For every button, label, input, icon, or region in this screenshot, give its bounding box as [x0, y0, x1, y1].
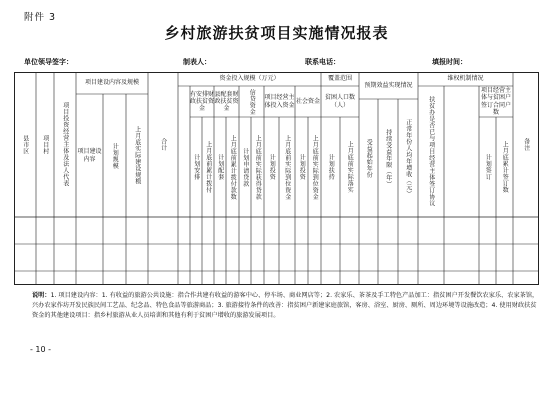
col-month-invest: 上月底前实际到位资金 — [283, 134, 291, 200]
notes-text: 1. 项目建设内容：1. 有收益的旅游公共设施：指合作共建有收益的游客中心、停车场、商业网店等；2. 农家乐、茶茶及手工特色产品加工：指贫困户开发餐饮农家乐、农家茶馆，兴办农家作坊开发民族民间工艺品、纪念品、特色食品等旅游商品；3. 旅游接待条件的改善：指贫困户新建家庭旅馆，客房、浴室、厨房、厕所、周边环境等设施改造；4. 使用财政扶贫资金的其他建设项目：指乡村旅游从业人员培训和其他有利于贫困户增收的旅游发展项目。 — [32, 292, 539, 320]
page-number: - 10 - — [30, 345, 52, 354]
col-total: 合计 — [159, 138, 167, 151]
group-expected-benefit: 预期效益实现情况 — [364, 81, 413, 89]
group-coverage: 覆盖范围 — [327, 75, 352, 83]
attachment-label: 附件 3 — [24, 12, 57, 23]
col-remarks: 备注 — [522, 138, 530, 151]
col-plan-support: 计划扶持 — [327, 154, 335, 180]
col-entity-contract-blank — [444, 86, 479, 217]
preparer-field: 制表人： — [183, 58, 211, 66]
col-actual-implemented: 上月底前实际落实 — [346, 141, 354, 193]
report-table — [14, 72, 539, 285]
col-fiscal-special: 有安排财政扶贫资金 — [190, 90, 214, 113]
notes — [32, 291, 540, 322]
col-month-matching: 上月底前累计拨付款数 — [229, 134, 237, 200]
col-investment-entity: 项目投资经营主体及法人代表 — [61, 102, 69, 187]
col-poor-population: 贫困人口数（人） — [324, 94, 355, 109]
col-plan-arranged: 计划安排 — [192, 154, 200, 180]
col-village: 项目村 — [41, 134, 49, 155]
group-interest-mechanism: 维权机制情况 — [447, 75, 484, 83]
col-fiscal-matching: 县配套财政扶贫资金 — [214, 90, 239, 113]
col-annual-income: 正常年份人均年增收（元） — [404, 119, 412, 197]
col-construction-content: 项目建设内容 — [77, 148, 102, 163]
col-agreement-signed: 扶贫办是否已与项目经营主体签订协议 — [427, 96, 435, 207]
col-benefit-period: 持续受益年限（年） — [384, 128, 392, 188]
col-credit-funds: 信贷资金 — [248, 88, 256, 115]
col-plan-social: 计划投资 — [298, 154, 306, 180]
col-month-social: 上月底前实际到位资金 — [311, 134, 319, 200]
col-actual-scale: 上月底实际建设规模 — [133, 126, 141, 185]
col-benefit-start-year: 受益起始年份 — [365, 138, 373, 178]
report-title: 乡村旅游扶贫项目实施情况报表 — [164, 24, 389, 42]
col-entity-investment: 项目经营主体投入资金 — [264, 94, 295, 109]
contact-phone-field: 联系电话： — [305, 58, 340, 66]
fill-date-field: 填报时间： — [432, 58, 467, 66]
group-construction: 项目建设内容及规模 — [84, 79, 139, 87]
col-county: 县市区 — [21, 134, 29, 155]
col-plan-scale: 计划规模 — [111, 142, 119, 169]
col-plan-invest: 计划投资 — [268, 154, 276, 180]
col-month-allocated: 上月底前累计拨付 — [204, 141, 212, 193]
col-plan-matching: 计划配套 — [216, 154, 224, 180]
col-plan-sign: 计划签订 — [484, 154, 492, 180]
notes-label: 说明： — [32, 292, 51, 299]
group-entity-contracts: 项目经营主体与贫困户签订合同户数 — [480, 87, 511, 116]
group-funding: 资金投入规模（万元） — [219, 75, 280, 83]
col-month-sign: 上月底累计签订数 — [501, 141, 509, 193]
col-month-credit: 上月底前实际获得贷款 — [254, 134, 262, 200]
col-plan-credit: 计划申请贷款 — [241, 147, 249, 187]
unit-leader-signature: 单位领导签字： — [24, 58, 73, 66]
col-social-funds: 社会资金 — [295, 97, 320, 105]
